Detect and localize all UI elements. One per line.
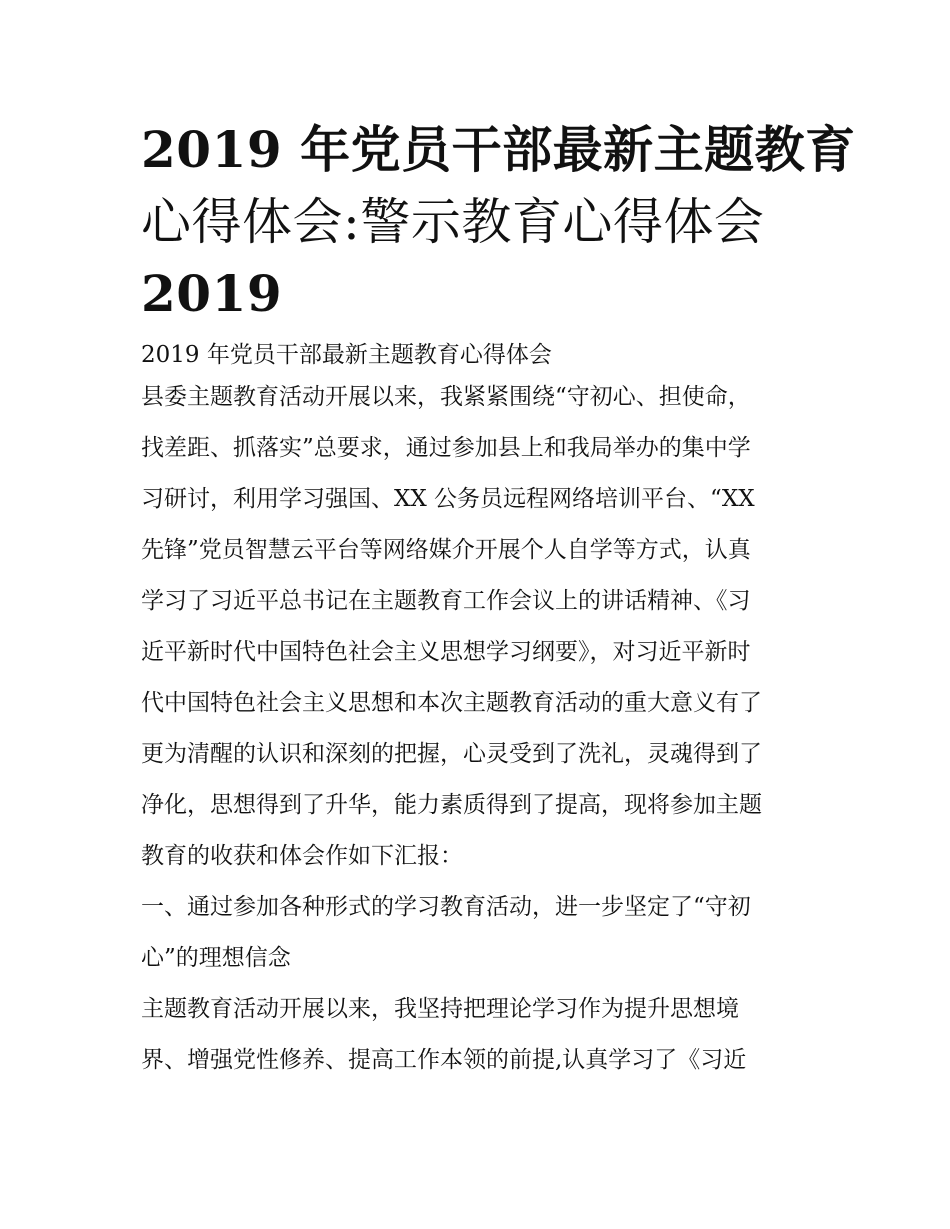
section-heading-1 bbox=[141, 882, 813, 984]
document-title bbox=[141, 114, 856, 330]
paragraph-section-1 bbox=[141, 984, 813, 1086]
paragraph-intro bbox=[141, 372, 813, 882]
paragraph-line: 习研讨，利用学习强国、XX 公务员远程网络培训平台、“XX bbox=[141, 486, 755, 512]
document-subtitle: 2019 年党员干部最新主题教育心得体会 bbox=[141, 342, 552, 368]
paragraph-line: 找差距、抓落实”总要求，通过参加县上和我局举办的集中学 bbox=[141, 435, 751, 461]
paragraph-line: 先锋”党员智慧云平台等网络媒介开展个人自学等方式，认真 bbox=[141, 537, 751, 563]
paragraph-line: 主题教育活动开展以来，我坚持把理论学习作为提升思想境 bbox=[141, 996, 739, 1022]
title-line-1 bbox=[141, 114, 856, 186]
paragraph-line: 界、增强党性修养、提高工作本领的前提,认真学习了《习近 bbox=[141, 1047, 747, 1073]
section-heading-line: 心”的理想信念 bbox=[141, 945, 291, 971]
paragraph-line: 学习了习近平总书记在主题教育工作会议上的讲话精神、《习 bbox=[141, 588, 751, 614]
section-heading-line: 一、通过参加各种形式的学习教育活动，进一步坚定了“守初 bbox=[141, 894, 751, 920]
paragraph-line: 近平新时代中国特色社会主义思想学习纲要》，对习近平新时 bbox=[141, 639, 751, 665]
title-line-1-text: 2019 年党员干部最新主题教育 bbox=[141, 120, 856, 179]
title-line-2-text: 心得体会:警示教育心得体会 bbox=[141, 193, 765, 251]
paragraph-line: 净化，思想得到了升华，能力素质得到了提高，现将参加主题 bbox=[141, 792, 762, 818]
title-line-2 bbox=[141, 186, 813, 258]
document-body bbox=[141, 114, 856, 1086]
paragraph-line: 教育的收获和体会作如下汇报： bbox=[141, 843, 463, 869]
title-line-3: 2019 bbox=[141, 264, 283, 323]
paragraph-line: 代中国特色社会主义思想和本次主题教育活动的重大意义有了 bbox=[141, 690, 762, 716]
paragraph-line: 县委主题教育活动开展以来，我紧紧围绕“守初心、担使命， bbox=[141, 384, 751, 410]
paragraph-line: 更为清醒的认识和深刻的把握，心灵受到了洗礼，灵魂得到了 bbox=[141, 741, 762, 767]
